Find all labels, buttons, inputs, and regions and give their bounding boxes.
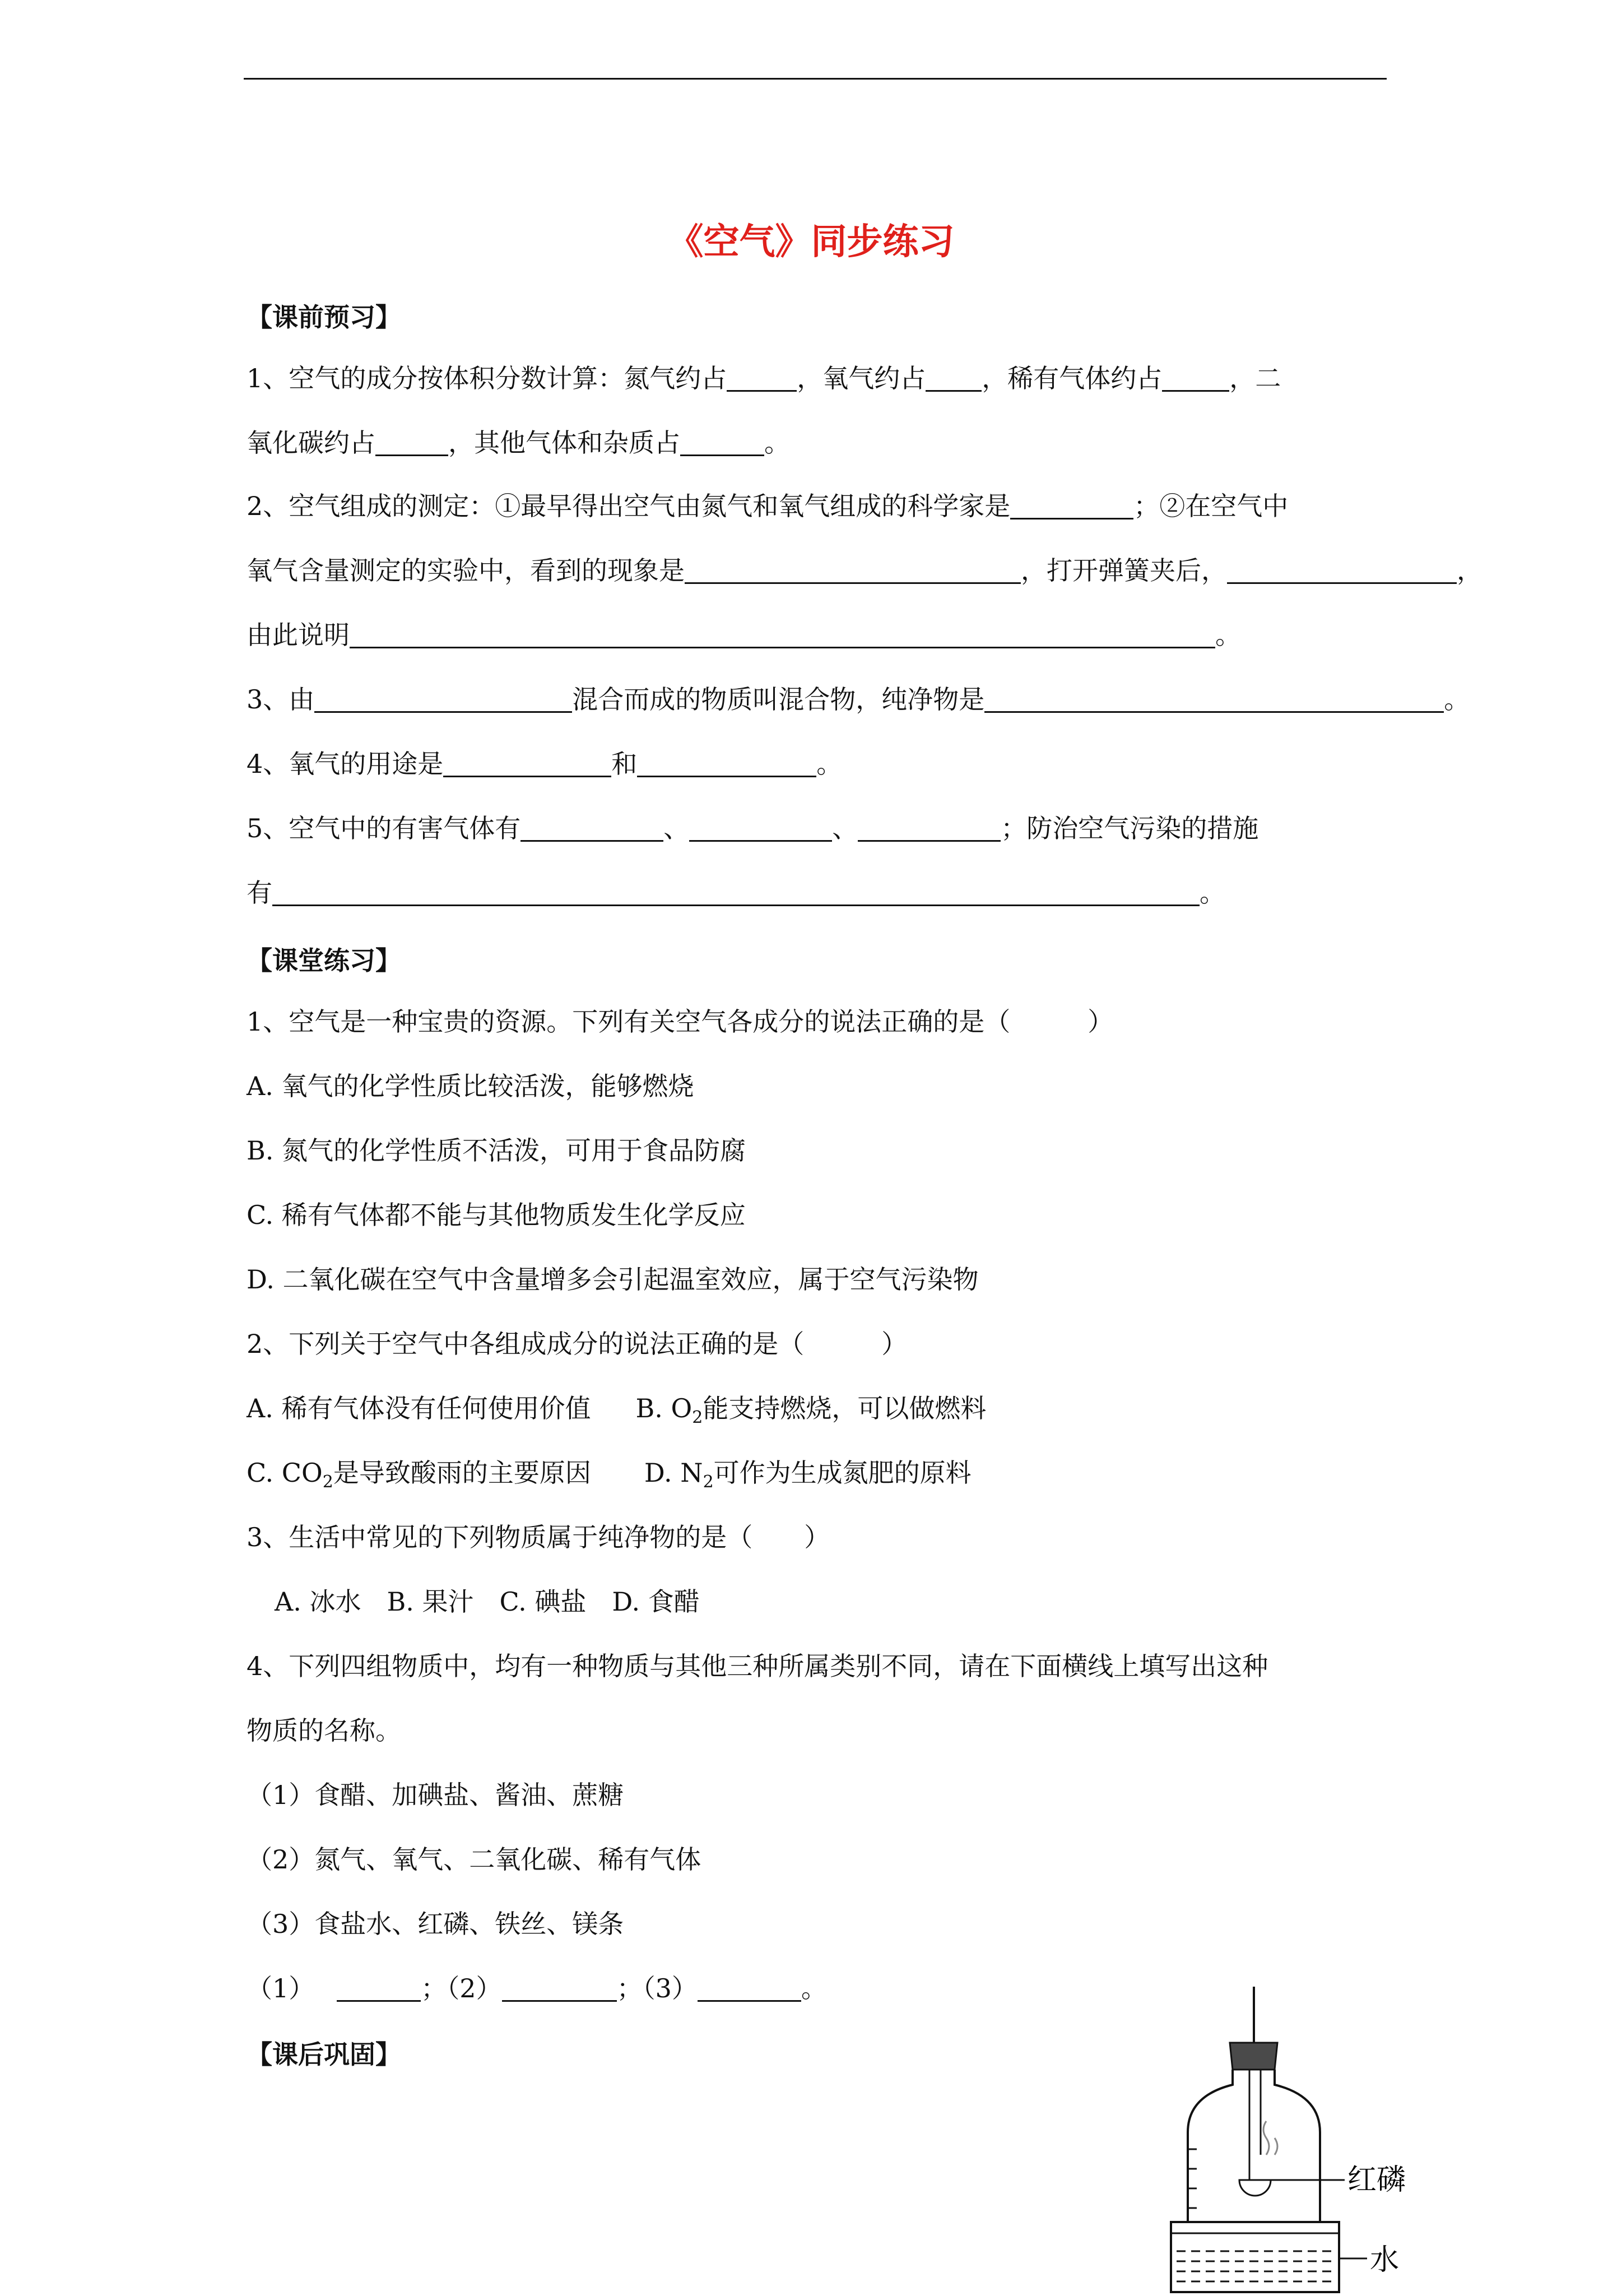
preview-q1-line2: 氧化碳约占 ，其他气体和杂质占 。 xyxy=(247,428,790,458)
apparatus-figure xyxy=(1154,1987,1468,2294)
answer-blank[interactable] xyxy=(375,428,448,456)
answer-blank[interactable] xyxy=(984,684,1444,713)
classroom-q1-option-d: D. 二氧化碳在空气中含量增多会引起温室效应，属于空气污染物 xyxy=(247,1264,979,1295)
label-water: 水 xyxy=(1370,2243,1400,2277)
section-after-heading: 【课后巩固】 xyxy=(247,2039,401,2070)
classroom-q4-line2: 物质的名称。 xyxy=(247,1715,401,1746)
answer-blank[interactable] xyxy=(685,555,1021,584)
answer-blank[interactable] xyxy=(858,813,1001,842)
answer-blank[interactable] xyxy=(727,363,797,392)
classroom-q3-options: A. 冰水 B. 果汁 C. 碘盐 D. 食醋 xyxy=(275,1587,700,1617)
answer-blank[interactable] xyxy=(1162,363,1229,392)
classroom-q1-option-c: C. 稀有气体都不能与其他物质发生化学反应 xyxy=(247,1200,746,1230)
answer-blank[interactable] xyxy=(698,1973,801,2002)
preview-q1-line1: 1、空气的成分按体积分数计算：氮气约占 ，氧气约占 ，稀有气体约占 ，二 xyxy=(247,363,1281,393)
classroom-q4-group-3: （3）食盐水、红磷、铁丝、镁条 xyxy=(247,1909,624,1939)
classroom-q1-option-a: A. 氧气的化学性质比较活泼，能够燃烧 xyxy=(247,1071,694,1101)
page-title: 《空气》同步练习 xyxy=(667,221,955,263)
answer-blank[interactable] xyxy=(1010,491,1133,520)
bell-jar-apparatus-diagram xyxy=(1154,1987,1468,2294)
preview-q2-line2: 氧气含量测定的实验中，看到的现象是 ，打开弹簧夹后， ， xyxy=(247,555,1482,586)
section-preview-heading: 【课前预习】 xyxy=(247,302,401,332)
answer-blank[interactable] xyxy=(443,749,611,777)
answer-blank[interactable] xyxy=(926,363,982,392)
classroom-q4-group-1: （1）食醋、加碘盐、酱油、蔗糖 xyxy=(247,1780,624,1810)
answer-blank[interactable] xyxy=(637,749,816,777)
section-classroom-heading: 【课堂练习】 xyxy=(247,945,401,976)
answer-blank[interactable] xyxy=(520,813,663,842)
answer-blank[interactable] xyxy=(314,684,572,713)
classroom-q1: 1、空气是一种宝贵的资源。下列有关空气各成分的说法正确的是（ ） xyxy=(247,1006,1114,1037)
preview-q5-line1: 5、空气中的有害气体有 、 、 ；防治空气污染的措施 xyxy=(247,813,1259,843)
classroom-q4-line1: 4、下列四组物质中，均有一种物质与其他三种所属类别不同，请在下面横线上填写出这种 xyxy=(247,1651,1268,1681)
preview-q3: 3、由 混合而成的物质叫混合物，纯净物是 。 xyxy=(247,684,1470,715)
classroom-q4-answers: （1） ；（2） ；（3） 。 xyxy=(247,1973,827,2003)
classroom-q1-option-b: B. 氮气的化学性质不活泼，可用于食品防腐 xyxy=(247,1135,746,1166)
classroom-q2-options-cd: C. $CO_2$是导致酸雨的主要原因 D. $N_2$可作为生成氮肥的原料 xyxy=(247,1458,972,1492)
classroom-q2-options-ab: A. 稀有气体没有任何使用价值 B. $O_2$能支持燃烧，可以做燃料 xyxy=(247,1393,987,1428)
label-red-phosphorus: 红磷 xyxy=(1347,2163,1406,2197)
header-rule xyxy=(244,78,1387,80)
answer-blank[interactable] xyxy=(1227,555,1457,584)
answer-blank[interactable] xyxy=(680,428,764,456)
answer-blank[interactable] xyxy=(337,1973,421,2002)
classroom-q3: 3、生活中常见的下列物质属于纯净物的是（ ） xyxy=(247,1522,830,1552)
preview-q5-line2: 有 。 xyxy=(247,878,1225,908)
classroom-q2: 2、下列关于空气中各组成成分的说法正确的是（ ） xyxy=(247,1329,908,1359)
preview-q2-line1: 2、空气组成的测定：①最早得出空气由氮气和氧气组成的科学家是 ；②在空气中 xyxy=(247,491,1289,521)
preview-q4: 4、氧气的用途是 和 。 xyxy=(247,749,843,779)
answer-blank[interactable] xyxy=(689,813,832,842)
classroom-q4-group-2: （2）氮气、氧气、二氧化碳、稀有气体 xyxy=(247,1844,701,1875)
answer-blank[interactable] xyxy=(272,878,1200,906)
preview-q2-line3: 由此说明 。 xyxy=(247,620,1241,650)
answer-blank[interactable] xyxy=(502,1973,617,2002)
answer-blank[interactable] xyxy=(350,620,1215,648)
